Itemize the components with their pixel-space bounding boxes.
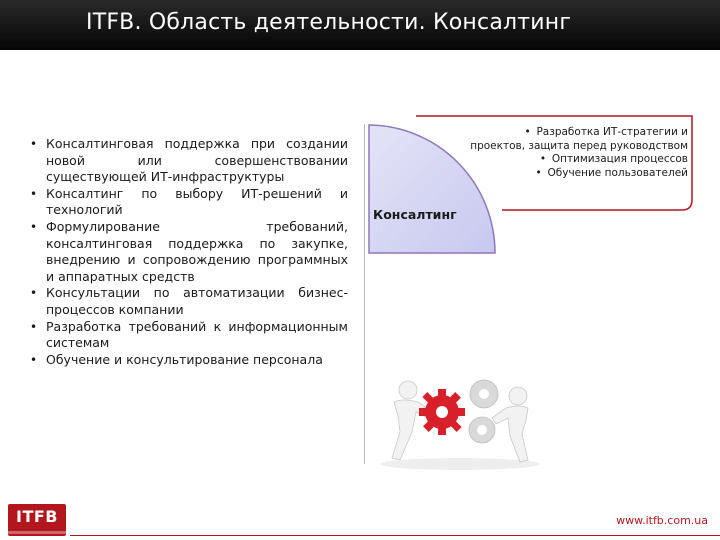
list-item: • Обучение и консультирование персонала — [28, 352, 348, 369]
list-item: • Консалтинг по выбору ИТ-решений и технологий — [28, 186, 348, 219]
list-item: • Разработка требований к информационным системам — [28, 319, 348, 352]
consulting-label: Консалтинг — [373, 207, 457, 222]
title-bar — [0, 0, 720, 50]
list-item: • Разработка ИТ-стратегии и проектов, защита перед руководством — [470, 126, 688, 152]
list-item: • Оптимизация процессов — [539, 153, 688, 165]
list-item: • Формулирование требований, консалтинговая поддержка по закупке, внедрению и сопровождению программных и аппаратных средств — [28, 219, 348, 285]
website-link[interactable]: www.itfb.com.ua — [616, 514, 708, 527]
services-list — [28, 136, 348, 368]
consulting-details-list — [468, 126, 688, 180]
list-item: • Обучение пользователей — [535, 166, 688, 179]
gears-illustration — [372, 372, 548, 472]
itfb-logo: ITFB — [8, 504, 66, 536]
list-item: • Консультации по автоматизации бизнес-процессов компании — [28, 285, 348, 318]
page-title: ITFB. Область деятельности. Консалтинг — [86, 10, 572, 35]
list-item: • Консалтинговая поддержка при создании новой или совершенствовании существующей ИТ-инфраструктуры — [28, 136, 348, 186]
vertical-divider — [364, 124, 365, 464]
footer-rule — [70, 535, 720, 536]
